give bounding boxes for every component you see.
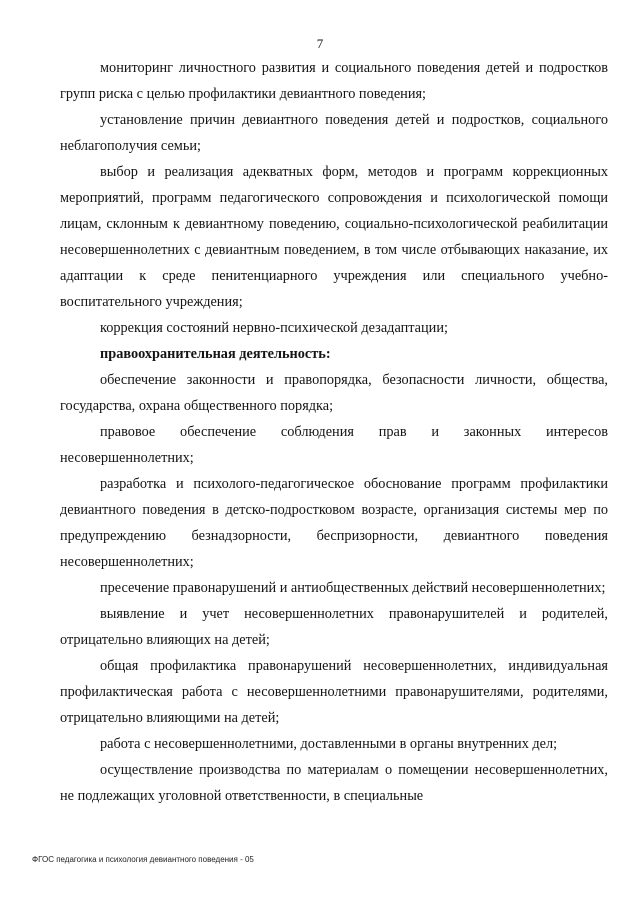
paragraph: правовое обеспечение соблюдения прав и законных интересов несовершеннолетних; [60, 424, 608, 466]
paragraph: установление причин девиантного поведения детей и подростков, социального неблагополучия семьи; [60, 112, 608, 154]
paragraph: обеспечение законности и правопорядка, безопасности личности, общества, государства, охрана общественного порядка; [60, 372, 608, 414]
paragraph: осуществление производства по материалам о помещении несовершеннолетних, не подлежащих уголовной ответственности, в специальные [60, 762, 608, 804]
section-heading: правоохранительная деятельность: [100, 346, 331, 362]
paragraph: разработка и психолого-педагогическое обоснование программ профилактики девиантного поведения в детско-подростковом возрасте, организация системы мер по предупреждению безнадзорности, беспризорности, девиантного поведения несовершеннолетних; [60, 476, 608, 570]
paragraph: пресечение правонарушений и антиобщественных действий несовершеннолетних; [100, 580, 606, 596]
page-number: 7 [316, 36, 324, 51]
paragraph: выявление и учет несовершеннолетних правонарушителей и родителей, отрицательно влияющих на детей; [60, 606, 608, 648]
paragraph: общая профилактика правонарушений несовершеннолетних, индивидуальная профилактическая работа с несовершеннолетними правонарушителями, родителями, отрицательно влияющими на детей; [60, 658, 608, 726]
paragraph: работа с несовершеннолетними, доставленными в органы внутренних дел; [100, 736, 558, 752]
paragraph: коррекция состояний нервно-психической дезадаптации; [100, 320, 448, 336]
paragraph: мониторинг личностного развития и социального поведения детей и подростков групп риска с целью профилактики девиантного поведения; [60, 60, 608, 102]
document-body [60, 55, 608, 809]
paragraph: выбор и реализация адекватных форм, методов и программ коррекционных мероприятий, программ педагогического сопровождения и психологической помощи лицам, склонным к девиантному поведению, социально-психологической реабилитации несовершеннолетних с девиантным поведением, в том числе отбывающих наказание, их адаптации к среде пенитенциарного учреждения или специального учебно-воспитательного учреждения; [60, 164, 608, 310]
page-footer: ФГОС педагогика и психология девиантного поведения - 05 [32, 855, 254, 864]
